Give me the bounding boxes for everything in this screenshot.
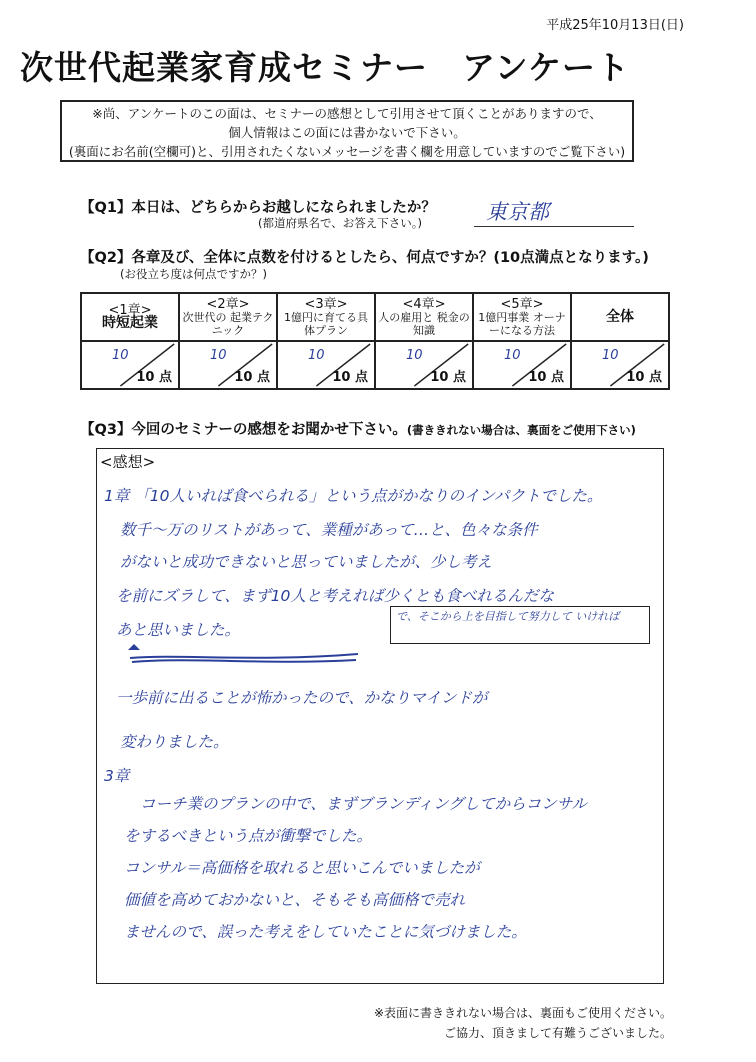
notice-line-2: 個人情報はこの面には書かないで下さい。 [228,125,466,140]
comment-line-7: 変わりました。 [120,733,229,751]
q1-question: 【Q1】本日は、どちらからお越しになられましたか？ [80,200,436,216]
comment-line-13: ませんので、誤った考えをしていたことに気づけました。 [124,923,527,941]
chapter-1-score: 10 [112,348,129,363]
footer-note: ※表面に書ききれない場合は、裏面もご使用ください。 [373,1006,672,1020]
chapter-4-header: <4章> 人の雇用と 税金の知識 [375,293,473,341]
score-table-row [81,341,669,389]
comment-line-12: 価値を高めておかないと、そもそも高価格で売れ [124,891,466,909]
comment-line-3: がないと成功できないと思っていましたが、少し考え [120,553,493,571]
q1-answer-line [474,226,634,227]
comment-line-8: 3章 [104,767,130,785]
comment-line-2: 数千～万のリストがあって、業種があって…と、色々な条件 [120,521,538,539]
comment-box-label: <感想> [100,453,156,471]
inserted-note: で、そこから上を目指して努力して いければ [396,610,620,623]
q3-subtext: (書ききれない場合は、裏面をご使用下さい) [406,423,636,437]
q2-subtext: (お役立ち度は何点ですか？) [120,267,267,281]
chapter-4-score: 10 [406,348,423,363]
points-suffix: 10 点 [332,370,368,385]
points-suffix: 10 点 [234,370,270,385]
notice-line-3: (裏面にお名前(空欄可)と、引用されたくないメッセージを書く欄を用意していますのでご覧下さい) [68,144,626,159]
footer-thanks: ご協力、頂きまして有難うございました。 [443,1026,672,1040]
chapter-3-header: <3章> 1億円に育てる具 体プラン [277,293,375,341]
q2-question: 【Q2】各章及び、全体に点数を付けるとしたら、何点ですか？(10点満点となります。) [80,250,649,266]
q1-subtext: (都道府県名で、お答え下さい。) [258,216,422,230]
comment-line-6: 一歩前に出ることが怖かったので、かなりマインドが [116,689,488,707]
q3-question [80,418,636,439]
comment-line-11: コンサル＝高価格を取れると思いこんでいましたが [124,859,480,877]
points-suffix: 10 点 [430,370,466,385]
q3-label: 【Q3】今回のセミナーの感想をお聞かせ下さい。 [80,422,407,438]
chapter-4-score-cell[interactable] [375,341,473,389]
chapter-5-score-cell[interactable] [473,341,571,389]
page-title: 次世代起業家育成セミナー アンケート [20,48,631,87]
overall-score-cell[interactable] [571,341,669,389]
survey-date: 平成25年10月13日(日) [546,18,684,33]
chapter-5-score: 10 [504,348,521,363]
overall-score: 10 [602,348,619,363]
chapter-2-header: <2章> 次世代の 起業テクニック [179,293,277,341]
q1-answer[interactable]: 東京都 [486,200,549,224]
overall-header: 全体 [571,293,669,341]
points-suffix: 10 点 [136,370,172,385]
chapter-3-score-cell[interactable] [277,341,375,389]
comment-line-10: をするべきという点が衝撃でした。 [124,827,373,845]
chapter-2-score: 10 [210,348,227,363]
chapter-1-header: <1章> 時短起業 [81,293,179,341]
notice-line-1: ※尚、アンケートのこの面は、セミナーの感想として引用させて頂くことがありますので、 [92,106,602,121]
chapter-5-header: <5章> 1億円事業 オーナーになる方法 [473,293,571,341]
score-table-header [81,293,669,341]
comment-line-4: を前にズラして、まず10人と考えれば少くとも食べれるんだな [116,587,554,605]
comment-line-9: コーチ業のプランの中で、まずブランディングしてからコンサル [140,795,587,813]
points-suffix: 10 点 [528,370,564,385]
points-suffix: 10 点 [626,370,662,385]
chapter-1-score-cell[interactable] [81,341,179,389]
chapter-2-score-cell[interactable] [179,341,277,389]
chapter-3-score: 10 [308,348,325,363]
privacy-notice [60,100,634,162]
comment-line-5: あと思いました。 [116,621,241,639]
struck-out-text [120,640,370,670]
comment-line-1: 1章 「10人いれば食べられる」という点がかなりのインパクトでした。 [104,487,603,505]
score-table [80,292,670,390]
